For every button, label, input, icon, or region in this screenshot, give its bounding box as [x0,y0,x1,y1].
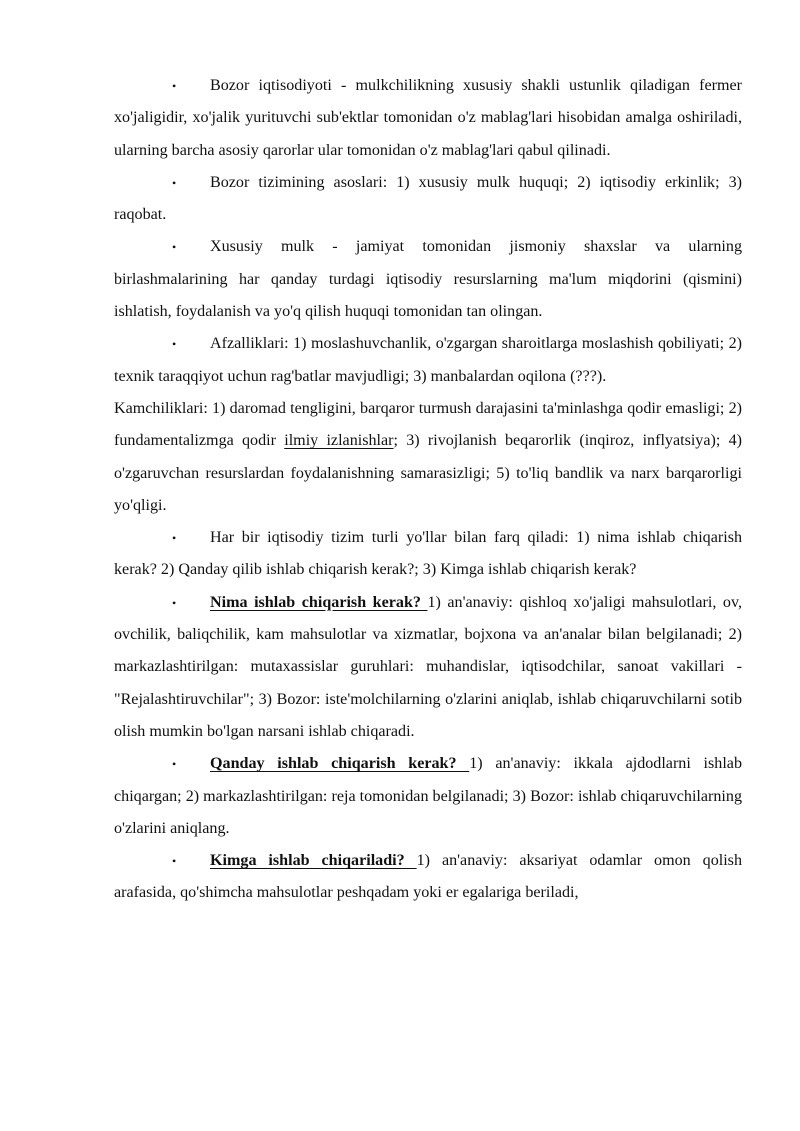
paragraph-text: Har bir iqtisodiy tizim turli yo'llar bilan farq qiladi: 1) nima ishlab chiqarish kerak? 2) Qanday qilib ishlab chiqarish kerak?; 3) Kimga ishlab chiqarish kerak? [114,529,742,579]
paragraph-text: Kamchiliklari: 1) daromad tengligini, barqaror turmush darajasini ta'minlashga qodir emasligi; 2) fundamentalizmga qodir [114,399,742,450]
paragraph-heading: Nima ishlab chiqarish kerak? [210,593,428,611]
paragraph-advantages [114,328,742,393]
paragraph-for-whom [114,845,742,910]
paragraph-text: Bozor tizimining asoslari: 1) xususiy mulk huquqi; 2) iqtisodiy erkinlik; 3) raqobat. [114,173,742,224]
bullet-icon: • [172,595,177,610]
paragraph-what-to-produce [114,587,742,748]
paragraph-heading: Kimga ishlab chiqariladi? [210,852,417,870]
paragraph-how-to-produce [114,748,742,845]
paragraph-text: 1) an'anaviy: qishloq xo'jaligi mahsulotlari, ov, ovchilik, baliqchilik, kam mahsulotlar va xizmatlar, bojxona va an'analar bilan belgilanadi; 2) markazlashtirilgan: mutaxassislar guruhlari: muhandislar, iqtisodchilar, sanoat vakillari - "Rejalashtiruvchilar"; 3) Bozor: iste'molchilarning o'zlarini aniqlab, ishlab chiqaruvchilarni sotib olish mumkin bo'lgan narsani ishlab chiqaradi. [114,593,742,740]
bullet-icon: • [172,854,177,869]
paragraph-market-system-basics [114,167,742,232]
paragraph-economic-systems [114,522,742,587]
paragraph-text: ; 3) rivojlanish beqarorlik (inqiroz, inflyatsiya); 4) o'zgaruvchan resurslardan foydalanishning samarasizligi; 5) to'liq bandlik va narx barqarorligi yo'qligi. [114,432,742,514]
paragraph-text: Xususiy mulk - jamiyat tomonidan jismoniy shaxslar va ularning birlashmalarining har qanday turdagi iqtisodiy resurslarning ma'lum miqdorini (qismini) ishlatish, foydalanish va yo'q qilish huquqi tomonidan tan olingan. [114,238,742,321]
scientific-research-link[interactable]: ilmiy izlanishlar [284,432,394,450]
bullet-icon: • [172,337,177,352]
paragraph-disadvantages [114,393,742,522]
paragraph-text: Afzalliklari: 1) moslashuvchanlik, o'zgargan sharoitlarga moslashish qobiliyati; 2) texnik taraqqiyot uchun rag'batlar mavjudligi; 3) manbalardan oqilona (???). [114,335,742,385]
paragraph-text: Bozor iqtisodiyoti - mulkchilikning xususiy shakli ustunlik qiladigan fermer xo'jaligidir, xo'jalik yurituvchi sub'ektlar tomonidan o'z mablag'lari hisobidan amalga oshiriladi, ularning barcha asosiy qarorlar ular tomonidan o'z mablag'lari qabul qilinadi. [114,77,742,159]
bullet-icon: • [172,79,177,93]
bullet-icon: • [172,175,177,190]
paragraph-text: 1) an'anaviy: ikkala ajdodlarni ishlab chiqargan; 2) markazlashtirilgan: reja tomonidan belgilanadi; 3) Bozor: ishlab chiqaruvchilarning o'zlarini aniqlang. [114,755,742,837]
bullet-icon: • [172,240,177,255]
paragraph-private-property [114,231,742,328]
document-page [114,70,742,910]
paragraph-heading: Qanday ishlab chiqarish kerak? [210,755,470,773]
paragraph-market-economy [114,70,742,167]
bullet-icon: • [172,531,177,546]
bullet-icon: • [172,757,177,772]
paragraph-text: 1) an'anaviy: aksariyat odamlar omon qolish arafasida, qo'shimcha mahsulotlar peshqadam yoki er egalariga beriladi, [114,852,742,902]
